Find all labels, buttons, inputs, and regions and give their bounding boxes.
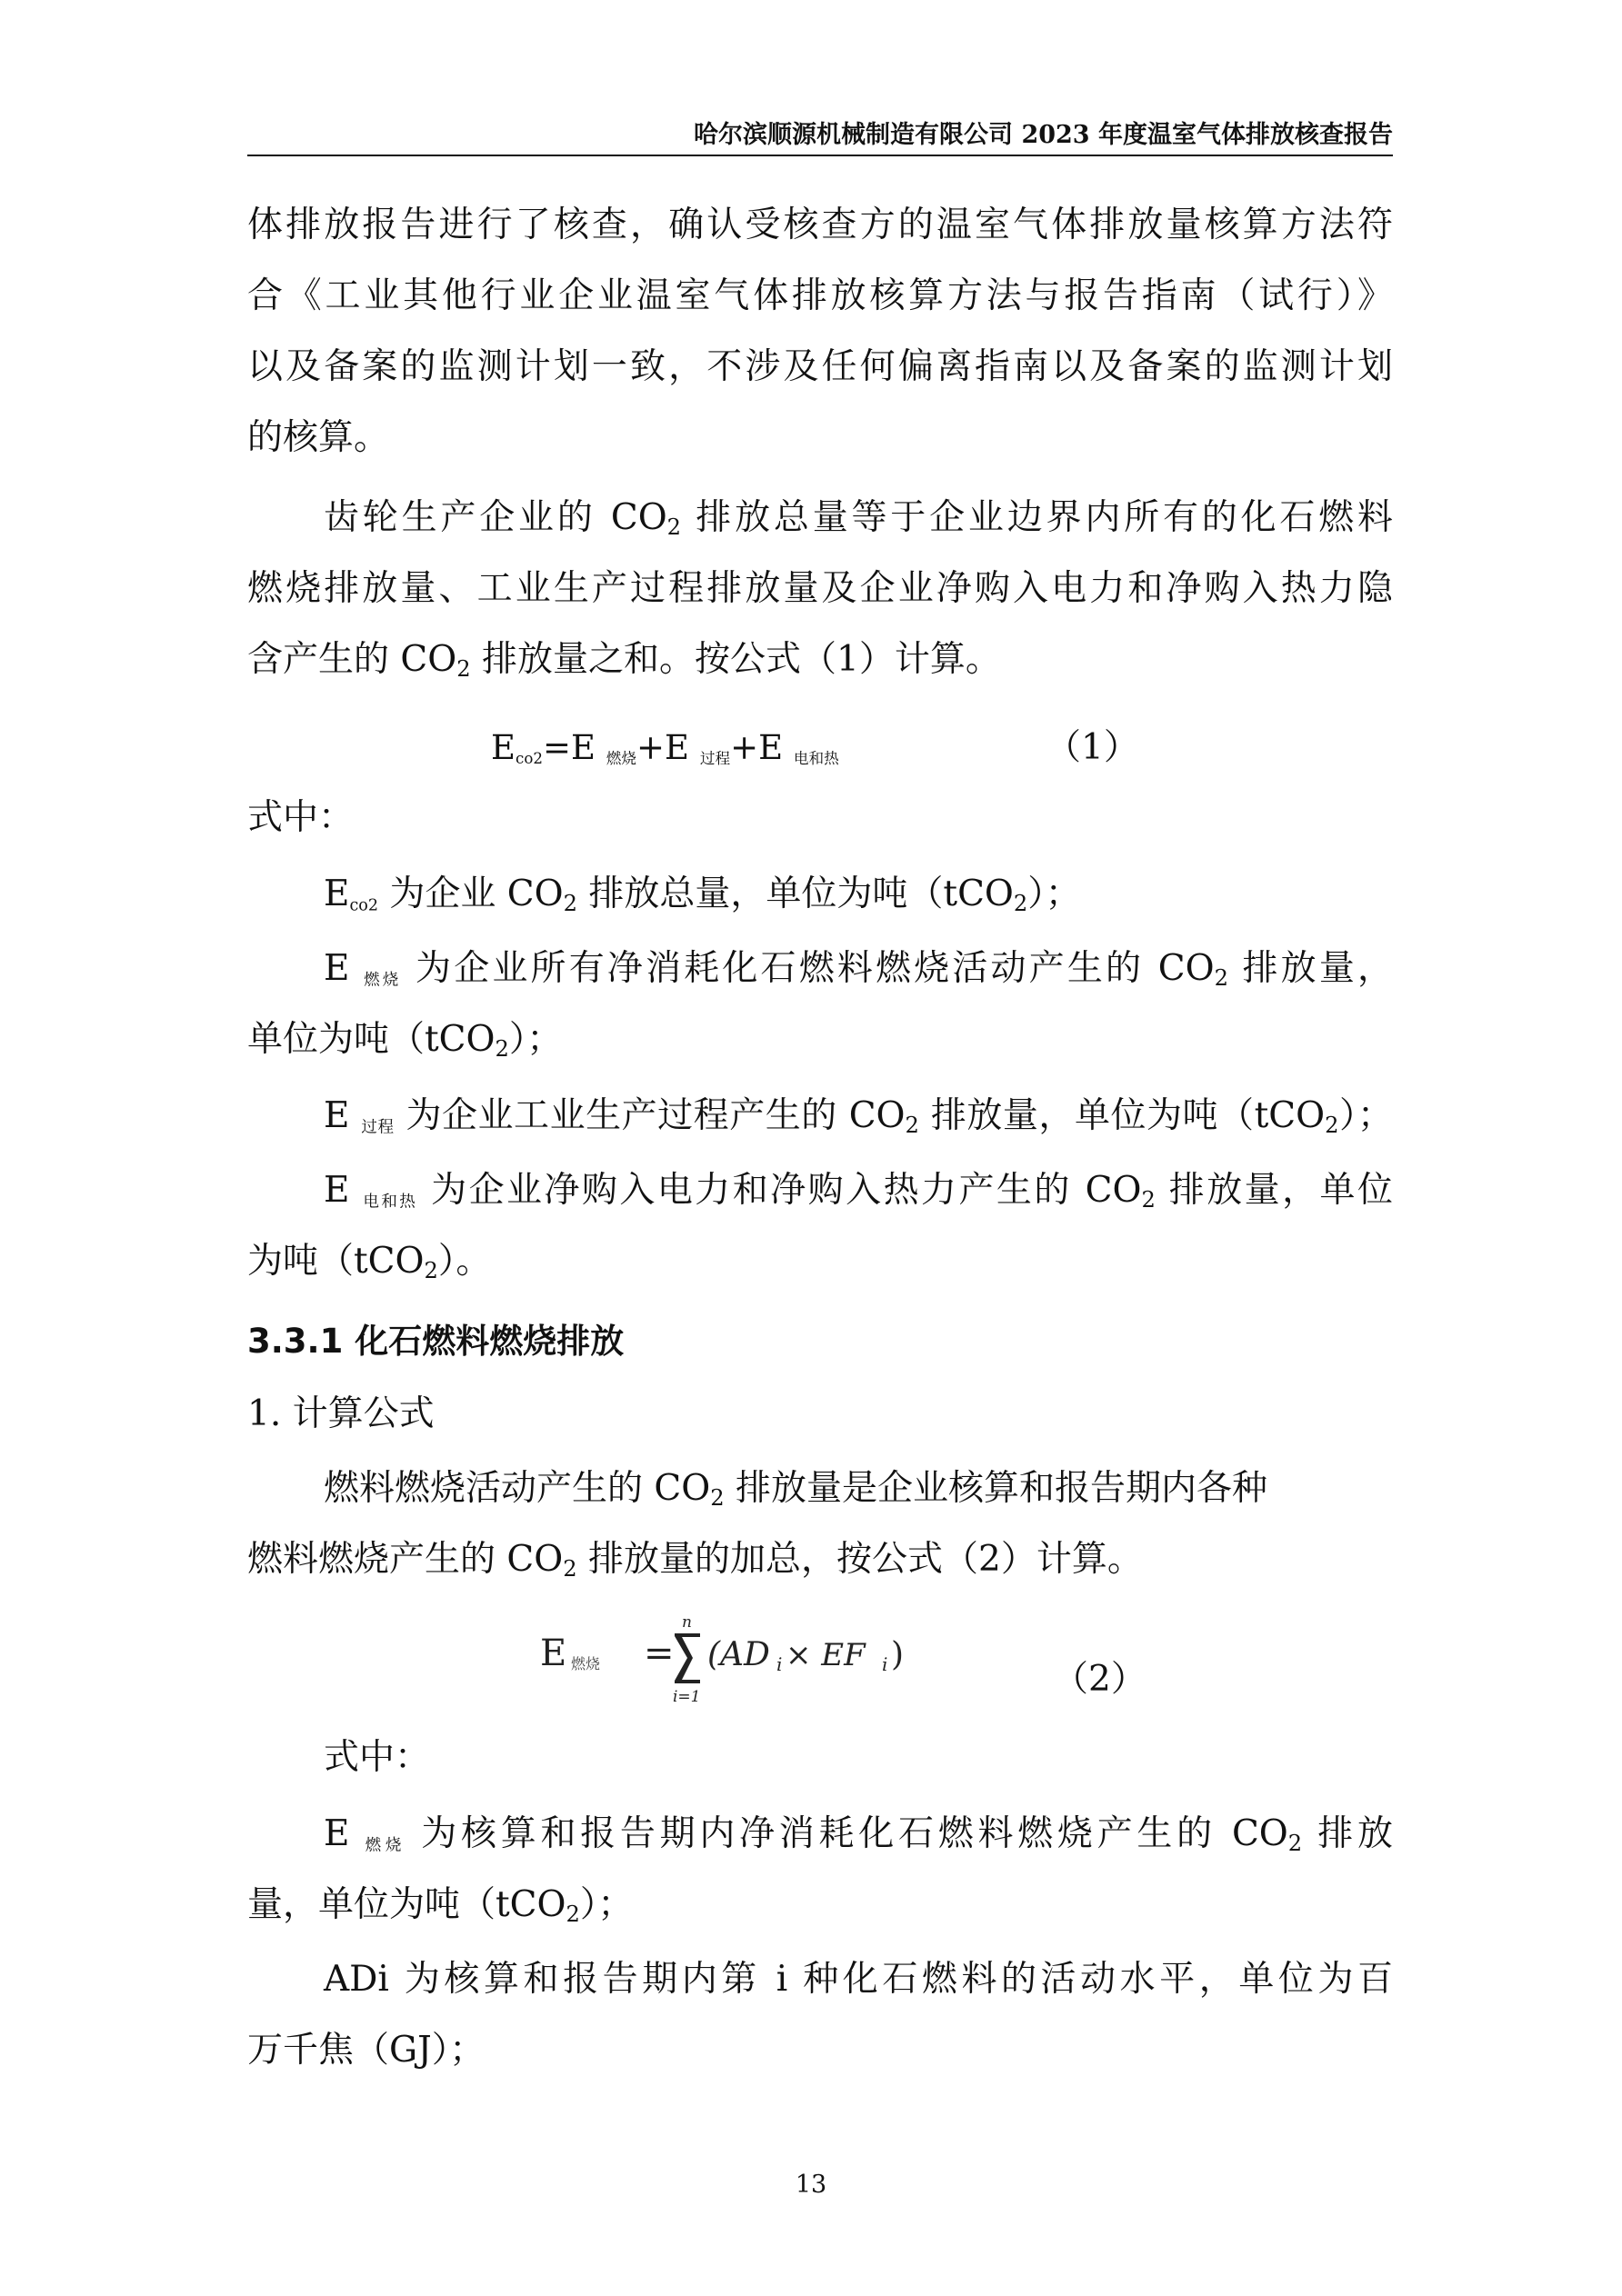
formula2-i2: i (882, 1653, 888, 1675)
formula2-ef: × EF (786, 1637, 866, 1673)
formula2-equals: = (644, 1632, 675, 1674)
formula-1: Eco2=E 燃烧+E 过程+E 电和热 (491, 728, 839, 767)
definition-line: Eco2 为企业 $CO_2$ 排放总量，单位为吨（tCO$_2$）； (324, 873, 1081, 917)
sum-lower: i=1 (673, 1688, 701, 1706)
formula2-lhs-sub: 燃烧 (571, 1655, 601, 1672)
sum-sign-icon (675, 1633, 700, 1683)
paragraph-line: 燃烧排放量、工业生产过程排放量及企业净购入电力和净购入热力隐 (247, 568, 1393, 609)
formula2-lhs: E (540, 1632, 567, 1674)
definition-line: E 电和热 为企业净购入电力和净购入热力产生的 $CO_2$ 排放量，单位 (324, 1170, 1394, 1213)
definition-line: E 燃烧 为企业所有净消耗化石燃料燃烧活动产生的 $CO_2$ 排放量， (324, 948, 1394, 992)
body-line: 体排放报告进行了核查，确认受核查方的温室气体排放量核算方法符 (247, 205, 1393, 245)
body-line: 以及备案的监测计划一致，不涉及任何偏离指南以及备案的监测计划 (247, 346, 1393, 387)
definition-line: ADi 为核算和报告期内第 i 种化石燃料的活动水平，单位为百 (324, 1959, 1393, 2000)
paragraph-line: 含产生的 $CO_2$ 排放量之和。按公式（1）计算。 (247, 639, 1001, 683)
definition-line: 万千焦（GJ）； (247, 2030, 486, 2071)
definition-line: E 燃烧 为核算和报告期内净消耗化石燃料燃烧产生的 $CO_2$ 排放 (324, 1813, 1394, 1857)
formula-2 (538, 1611, 920, 1711)
equation-number-2: （2） (1053, 1659, 1146, 1700)
paragraph-line: 燃料燃烧产生的 $CO_2$ 排放量的加总，按公式（2）计算。 (247, 1539, 1143, 1582)
definition-line: 为吨（tCO$_2$）。 (247, 1241, 492, 1284)
where-label: 式中： (247, 797, 355, 838)
definition-line: 单位为吨（tCO$_2$）； (247, 1019, 563, 1063)
body-line: 合《工业其他行业企业温室气体排放核算方法与报告指南（试行）》 (247, 275, 1393, 316)
formula2-close: ) (891, 1636, 905, 1673)
definition-line: E 过程 为企业工业生产过程产生的 $CO_2$ 排放量，单位为吨（tCO$_2$）； (324, 1095, 1394, 1139)
paragraph-line: 燃料燃烧活动产生的 $CO_2$ 排放量是企业核算和报告期内各种 (324, 1468, 1268, 1512)
equation-number-1: （1） (1046, 727, 1139, 768)
formula2-ad: (AD (707, 1636, 770, 1673)
where-label: 式中： (324, 1737, 431, 1778)
header-rule (247, 155, 1393, 156)
definition-line: 量，单位为吨（tCO$_2$）； (247, 1884, 634, 1928)
sum-upper: n (682, 1613, 692, 1632)
paragraph-line: 齿轮生产企业的 $CO_2$ 排放总量等于企业边界内所有的化石燃料 (324, 497, 1393, 541)
body-line: 的核算。 (247, 417, 390, 458)
formula2-i1: i (776, 1653, 783, 1675)
list-item: 1. 计算公式 (247, 1393, 435, 1434)
running-header: 哈尔滨顺源机械制造有限公司 2023 年度温室气体排放核查报告 (694, 121, 1393, 149)
section-heading: 3.3.1 化石燃料燃烧排放 (247, 1322, 625, 1361)
page-number: 13 (795, 2171, 827, 2199)
